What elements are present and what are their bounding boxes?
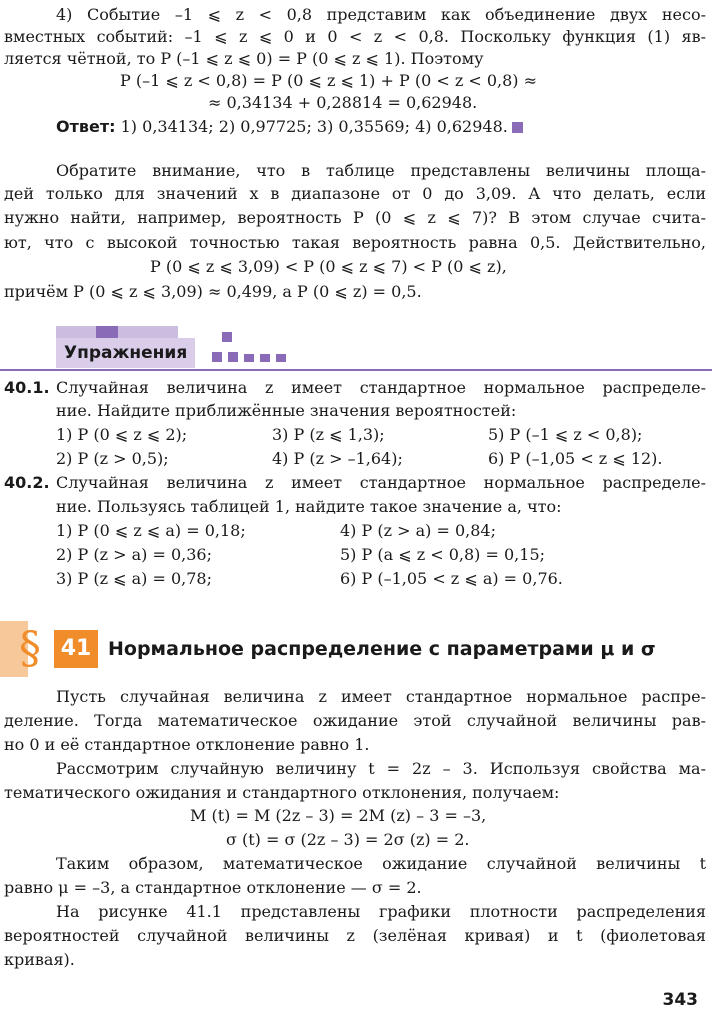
text-line: Случайная величина z имеет стандартное нормальное распределе-: [56, 473, 706, 492]
exercise-item: 4) P (z > a) = 0,84;: [340, 521, 496, 540]
text-line: дей только для значений x в диапазоне от 0 до 3,09. А что делать, если: [4, 184, 706, 203]
text-line: Случайная величина z имеет стандартное нормальное распределе-: [56, 378, 706, 397]
decor-block: [276, 354, 286, 362]
text-line: нужно найти, например, вероятность P (0 ⩽ z ⩽ 7)? В этом случае счита-: [4, 208, 706, 227]
exercise-number: 40.1.: [4, 378, 50, 397]
exercise-item: 4) P (z > –1,64);: [272, 449, 403, 468]
text-line: Рассмотрим случайную величину t = 2z – 3. Используя свойства ма-: [56, 759, 706, 778]
text-line: ние. Пользуясь таблицей 1, найдите такое значение a, что:: [56, 497, 562, 516]
exercise-item: 5) P (a ⩽ z < 0,8) = 0,15;: [340, 545, 546, 564]
section-title: Нормальное распределение с параметрами μ и σ: [108, 638, 656, 660]
formula: ≈ 0,34134 + 0,28814 = 0,62948.: [208, 93, 478, 112]
decor-block: [228, 352, 238, 362]
exercise-item: 5) P (–1 ⩽ z < 0,8);: [488, 425, 643, 444]
text-line: но 0 и её стандартное отклонение равно 1.: [4, 735, 370, 754]
formula: P (–1 ⩽ z < 0,8) = P (0 ⩽ z ⩽ 1) + P (0 < z < 0,8) ≈: [120, 71, 538, 90]
exercise-item: 2) P (z > 0,5);: [56, 449, 169, 468]
text-line: тематического ожидания и стандартного отклонения, получаем:: [4, 783, 560, 802]
section-divider: [0, 369, 712, 371]
text-line: ляется чётной, то P (–1 ⩽ z ⩽ 0) = P (0 ⩽ z ⩽ 1). Поэтому: [4, 49, 484, 68]
answer: [56, 116, 523, 138]
text-line: На рисунке 41.1 представлены графики плотности распределения: [56, 902, 706, 921]
decor-block: [56, 326, 96, 338]
decor-block: [118, 326, 178, 338]
decor-block: [222, 332, 232, 342]
section-symbol: §: [19, 623, 41, 674]
exercise-item: 3) P (z ⩽ a) = 0,78;: [56, 569, 212, 588]
section-number: 41: [54, 630, 98, 668]
decor-block: [96, 326, 118, 338]
exercise-item: 1) P (0 ⩽ z ⩽ 2);: [56, 425, 188, 444]
decor-block: [260, 354, 270, 362]
text-line: равно μ = –3, а стандартное отклонение — σ = 2.: [4, 878, 422, 897]
text-line: Пусть случайная величина z имеет стандартное нормальное распре-: [56, 687, 706, 706]
formula: M (t) = M (2z – 3) = 2M (z) – 3 = –3,: [190, 806, 487, 825]
formula: P (0 ⩽ z ⩽ 3,09) < P (0 ⩽ z ⩽ 7) < P (0 ⩽ z),: [150, 257, 507, 276]
text-line: Обратите внимание, что в таблице представлены величины площа-: [56, 161, 706, 180]
answer-text: 1) 0,34134; 2) 0,97725; 3) 0,35569; 4) 0,62948.: [120, 117, 508, 136]
text-line: ние. Найдите приближённые значения вероятностей:: [56, 401, 517, 420]
text-line: вместных событий: –1 ⩽ z ⩽ 0 и 0 < z < 0,8. Поскольку функция (1) яв-: [4, 27, 706, 46]
answer-label: Ответ:: [56, 117, 116, 136]
exercises-title: Упражнения: [56, 338, 195, 368]
end-square-icon: [512, 122, 523, 133]
text-line: вероятностей случайной величины z (зелёная кривая) и t (фиолетовая: [4, 926, 706, 945]
exercise-number: 40.2.: [4, 473, 50, 492]
text-line: Таким образом, математическое ожидание случайной величины t: [56, 854, 706, 873]
exercise-item: 2) P (z > a) = 0,36;: [56, 545, 212, 564]
text-line: деление. Тогда математическое ожидание этой случайной величины рав-: [4, 711, 706, 730]
page-number: 343: [662, 990, 698, 1010]
exercise-item: 6) P (–1,05 < z ⩽ a) = 0,76.: [340, 569, 563, 588]
formula: σ (t) = σ (2z – 3) = 2σ (z) = 2.: [226, 830, 470, 849]
text-line: 4) Событие –1 ⩽ z < 0,8 представим как объединение двух несо-: [56, 5, 706, 24]
exercise-item: 6) P (–1,05 < z ⩽ 12).: [488, 449, 663, 468]
exercise-item: 1) P (0 ⩽ z ⩽ a) = 0,18;: [56, 521, 246, 540]
exercise-item: 3) P (z ⩽ 1,3);: [272, 425, 385, 444]
text-line: причём P (0 ⩽ z ⩽ 3,09) ≈ 0,499, а P (0 ⩽ z) = 0,5.: [4, 282, 422, 301]
decor-block: [212, 352, 222, 362]
text-line: ют, что с высокой точностью такая вероятность равна 0,5. Действительно,: [4, 233, 706, 252]
text-line: кривая).: [4, 950, 75, 969]
decor-block: [244, 354, 254, 362]
